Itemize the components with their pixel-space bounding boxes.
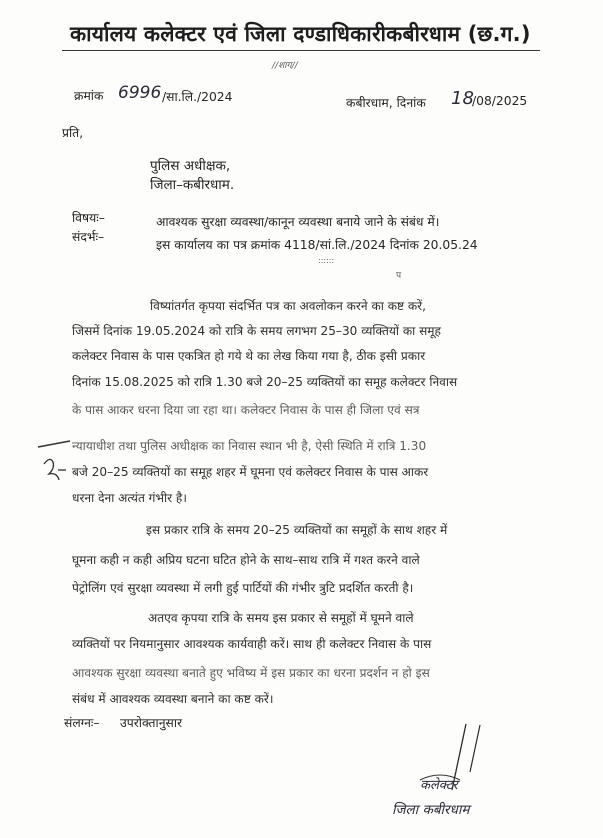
office-sub-mark: //शाग// [272,61,298,71]
para1-line: बजे 20–25 व्यक्तियों का समूह शहर में घूमना एवं कलेक्टर निवास के पास आकर [72,465,429,479]
para1-line: दिनांक 15.08.2025 को रात्रि 1.30 बजे 20–25 व्यक्तियों का समूह कलेक्टर निवास [72,375,458,389]
margin-number-mark [44,459,59,480]
date-month-year: /08/2025 [472,94,528,108]
para3-line: आवश्यक सुरक्षा व्यवस्था बनाते हुए भविष्य में इस प्रकार का धरना प्रदर्शन न हो इस [72,666,430,680]
para2-line: इस प्रकार रात्रि के समय 20–25 व्यक्तियों का समूहों के साथ शहर में [146,523,448,537]
reference-label: संदर्भः– [72,230,105,244]
para1-line: जिसमें दिनांक 19.05.2024 को रात्रि के समय लगभग 25–30 व्यक्तियों का समूह [72,324,441,338]
para1-line: न्यायाधीश तथा पुलिस अधीक्षक का निवास स्थान भी है, ऐसी स्थिति में रात्रि 1.30 [72,439,427,453]
enclosure-text: उपरोक्तानुसार [120,716,183,730]
para2-line: पेट्रोलिंग एवं सुरक्षा व्यवस्था में लगी हुई पार्टियों की गंभीर त्रुटि प्रदर्शित करती है। [72,581,414,595]
ref-number-handwritten: 6996 [118,83,162,103]
addressee-district: जिला–कबीरधाम. [150,177,235,193]
para1-line: के पास आकर धरना दिया जा रहा था। कलेक्टर निवास के पास ही जिला एवं सत्र [72,403,420,417]
margin-mark: प [396,271,402,281]
enclosure-label: संलग्नः– [64,716,100,730]
margin-dash-mark [38,441,70,447]
date-day-handwritten: 18 [451,88,474,109]
office-heading: कार्यालय कलेक्टर एवं जिला दण्डाधिकारीकबीरधाम (छ.ग.) [70,22,531,46]
place-date-label: कबीरधाम, दिनांक [346,96,426,110]
para3-line: संबंध में आवश्यक व्यवस्था बनाने का कष्ट करें। [72,692,274,706]
signature-stroke [470,725,480,772]
para1-line: धरना देना अत्यंत गंभीर है। [72,491,187,505]
separator-dots: :::::: [318,256,335,265]
subject-label: विषयः– [72,211,105,225]
para3-line: व्यक्तियों पर नियमानुसार आवश्यक कार्यवाही करें। साथ ही कलेक्टर निवास के पास [72,637,432,651]
reference-text: इस कार्यालय का पत्र क्रमांक 4118/सां.लि./2024 दिनांक 20.05.24 [156,238,478,252]
para2-line: घूमना कही न कही अप्रिय घटना घटित होने के साथ–साथ रात्रि में गश्त करने वाले [72,553,420,567]
ref-number-suffix: /सा.लि./2024 [162,90,233,104]
signature-designation: कलेक्टर [420,778,458,793]
para1-line: विष्यांतर्गत कृपया संदर्भित पत्र का अवलोकन करने का कष्ट करें, [150,299,426,313]
para1-line: कलेक्टर निवास के पास एकत्रित हो गये थे का लेख किया गया है, ठीक इसी प्रकार [72,349,426,363]
subject-text: आवश्यक सुरक्षा व्यवस्था/कानून व्यवस्था बनाये जाने के संबंध में। [156,215,440,229]
ref-number-label: क्रमांक [74,89,104,103]
signature-district: जिला कबीरधाम [392,802,470,818]
para3-line: अतएव कृपया रात्रि के समय इस प्रकार से समूहों में घूमने वाले [148,611,414,625]
prati-label: प्रति, [62,126,84,140]
addressee-title: पुलिस अधीक्षक, [150,158,231,174]
